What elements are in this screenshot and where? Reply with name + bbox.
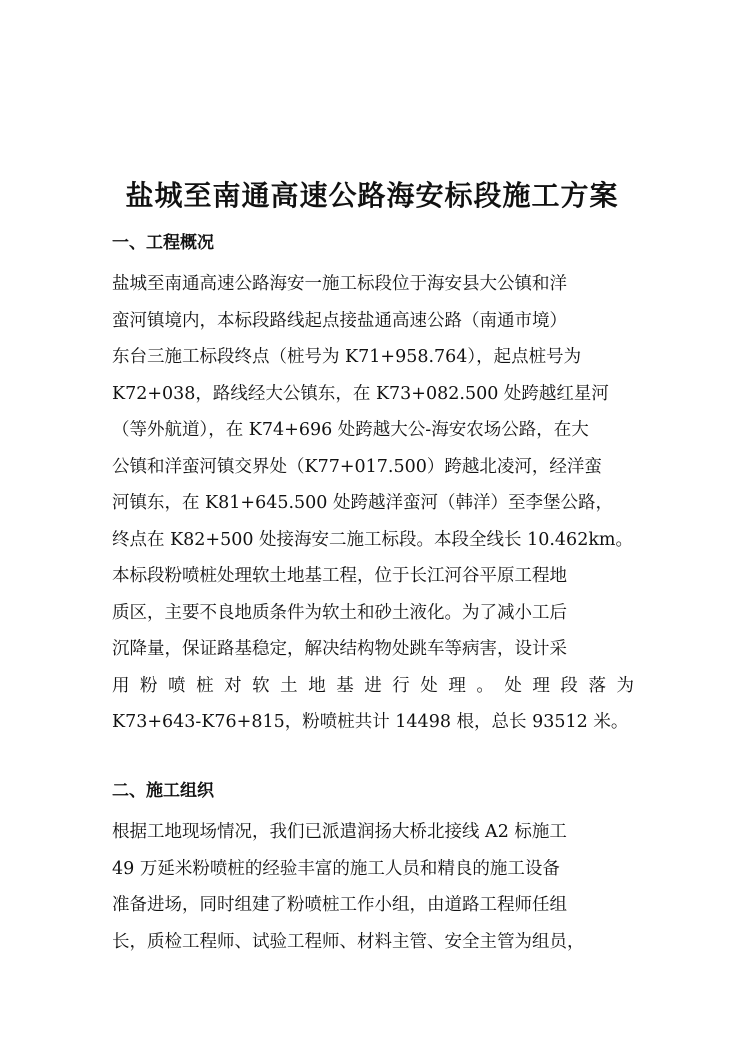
- paragraph-line: 沉降量，保证路基稳定，解决结构物处跳车等病害，设计采: [112, 639, 567, 659]
- paragraph-line: 盐城至南通高速公路海安一施工标段位于海安县大公镇和洋: [112, 274, 567, 294]
- paragraph-line: 49 万延米粉喷桩的经验丰富的施工人员和精良的施工设备: [112, 858, 560, 879]
- paragraph-line: 用 粉 喷 桩 对 软 土 地 基 进 行 处 理 。 处 理 段 落 为: [112, 675, 634, 696]
- section-heading-organization: 二、施工组织: [112, 781, 214, 801]
- section-heading-overview: 一、工程概况: [112, 233, 214, 253]
- section-body-overview: [112, 266, 634, 741]
- paragraph-line: 质区，主要不良地质条件为软土和砂土液化。为了减小工后: [112, 602, 567, 623]
- paragraph-line: 蛮河镇境内，本标段路线起点接盐通高速公路（南通市境）: [112, 310, 567, 331]
- section-body-organization: [112, 814, 634, 960]
- document-title: 盐城至南通高速公路海安标段施工方案: [125, 179, 619, 212]
- paragraph-line: 河镇东，在 K81+645.500 处跨越洋蛮河（韩洋）至李堡公路，: [112, 493, 613, 513]
- paragraph-line: K73+643-K76+815，粉喷桩共计 14498 根，总长 93512 米。: [112, 712, 629, 732]
- paragraph-line: 本标段粉喷桩处理软土地基工程，位于长江河谷平原工程地: [112, 566, 567, 586]
- paragraph-line: 终点在 K82+500 处接海安二施工标段。本段全线长 10.462km。: [112, 529, 634, 550]
- paragraph-line: （等外航道），在 K74+696 处跨越大公-海安农场公路，在大: [112, 420, 589, 440]
- paragraph-line: 准备进场，同时组建了粉喷桩工作小组，由道路工程师任组: [112, 895, 567, 915]
- paragraph-line: 长，质检工程师、试验工程师、材料主管、安全主管为组员，: [112, 931, 585, 952]
- paragraph-line: 东台三施工标段终点（桩号为 K71+958.764），起点桩号为: [112, 347, 582, 367]
- paragraph-line: 公镇和洋蛮河镇交界处（K77+017.500）跨越北凌河，经洋蛮: [112, 456, 602, 477]
- paragraph-line: K72+038，路线经大公镇东，在 K73+082.500 处跨越红星河: [112, 383, 609, 404]
- paragraph-line: 根据工地现场情况，我们已派遣润扬大桥北接线 A2 标施工: [112, 822, 567, 842]
